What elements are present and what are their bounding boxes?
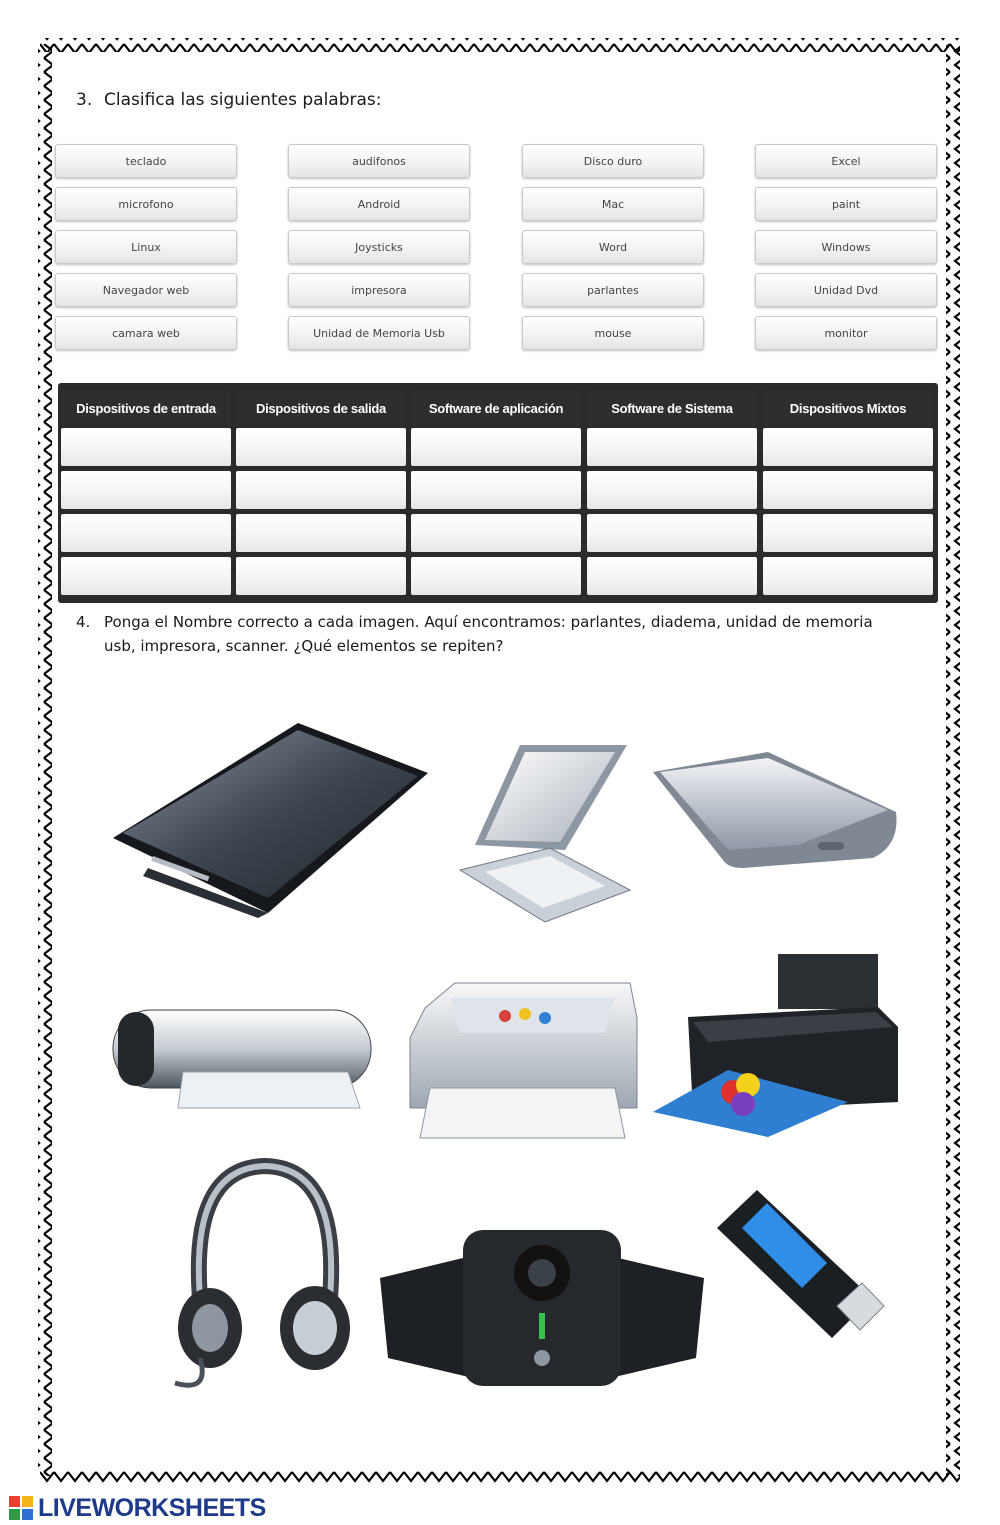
word-tile[interactable]: Word [522,230,704,264]
table-header: Dispositivos Mixtos [763,391,933,425]
word-tile[interactable]: Navegador web [55,273,237,307]
drop-cell[interactable] [236,557,406,595]
word-tile[interactable]: impresora [288,273,470,307]
printer-inkjet-icon [648,952,903,1137]
word-tile[interactable]: monitor [755,316,937,350]
drop-cell[interactable] [587,557,757,595]
drop-cell[interactable] [61,428,231,466]
drop-cell[interactable] [236,514,406,552]
word-tile[interactable]: Disco duro [522,144,704,178]
drop-cell[interactable] [411,557,581,595]
drop-cell[interactable] [763,471,933,509]
drop-cell[interactable] [61,557,231,595]
footer-logo [8,1494,266,1522]
drop-cell[interactable] [587,471,757,509]
question-number: 4. [76,613,91,631]
drop-cell[interactable] [763,557,933,595]
word-tile[interactable]: teclado [55,144,237,178]
printer-portable-icon [108,1000,376,1112]
word-tile[interactable]: audifonos [288,144,470,178]
question-text: Clasifica las siguientes palabras: [104,90,382,110]
usb-drive-icon [712,1188,887,1358]
word-tile[interactable]: Android [288,187,470,221]
drop-cell[interactable] [587,514,757,552]
word-tile[interactable]: parlantes [522,273,704,307]
table-header: Dispositivos de salida [236,391,406,425]
scanner-silver-icon [648,750,903,870]
drop-cell[interactable] [411,471,581,509]
classification-table [58,383,938,603]
drop-cell[interactable] [587,428,757,466]
question-text: Ponga el Nombre correcto a cada imagen. Aquí encontramos: parlantes, diadema, unidad de memoria usb, impresora, scanner. ¿Qué elementos se repiten? [104,613,873,655]
printer-laser-icon [405,978,640,1143]
drop-cell[interactable] [61,514,231,552]
word-tile[interactable]: Linux [55,230,237,264]
drop-cell[interactable] [61,471,231,509]
drop-cell[interactable] [411,514,581,552]
word-tile[interactable]: Unidad de Memoria Usb [288,316,470,350]
word-tile[interactable]: camara web [55,316,237,350]
headphones-icon [170,1158,355,1393]
table-header: Software de aplicación [411,391,581,425]
drop-cell[interactable] [236,428,406,466]
word-tile[interactable]: Excel [755,144,937,178]
drop-cell[interactable] [236,471,406,509]
footer-brand: LIVEWORKSHEETS [38,1493,266,1522]
question-number: 3. [76,90,93,110]
scanner-open-lid-icon [455,740,635,925]
question-4-title [76,610,906,658]
drop-cell[interactable] [411,428,581,466]
liveworksheets-logo-icon [8,1495,34,1521]
word-tile[interactable]: Joysticks [288,230,470,264]
word-tile[interactable]: Unidad Dvd [755,273,937,307]
drop-cell[interactable] [763,514,933,552]
table-header: Dispositivos de entrada [61,391,231,425]
word-tile[interactable]: Mac [522,187,704,221]
speakers-icon [378,1228,706,1388]
word-tile[interactable]: microfono [55,187,237,221]
word-tile[interactable]: mouse [522,316,704,350]
word-tile[interactable]: Windows [755,230,937,264]
word-tile[interactable]: paint [755,187,937,221]
drop-cell[interactable] [763,428,933,466]
scanner-dark-icon [108,718,433,918]
table-header: Software de Sistema [587,391,757,425]
question-3-title [76,90,382,110]
